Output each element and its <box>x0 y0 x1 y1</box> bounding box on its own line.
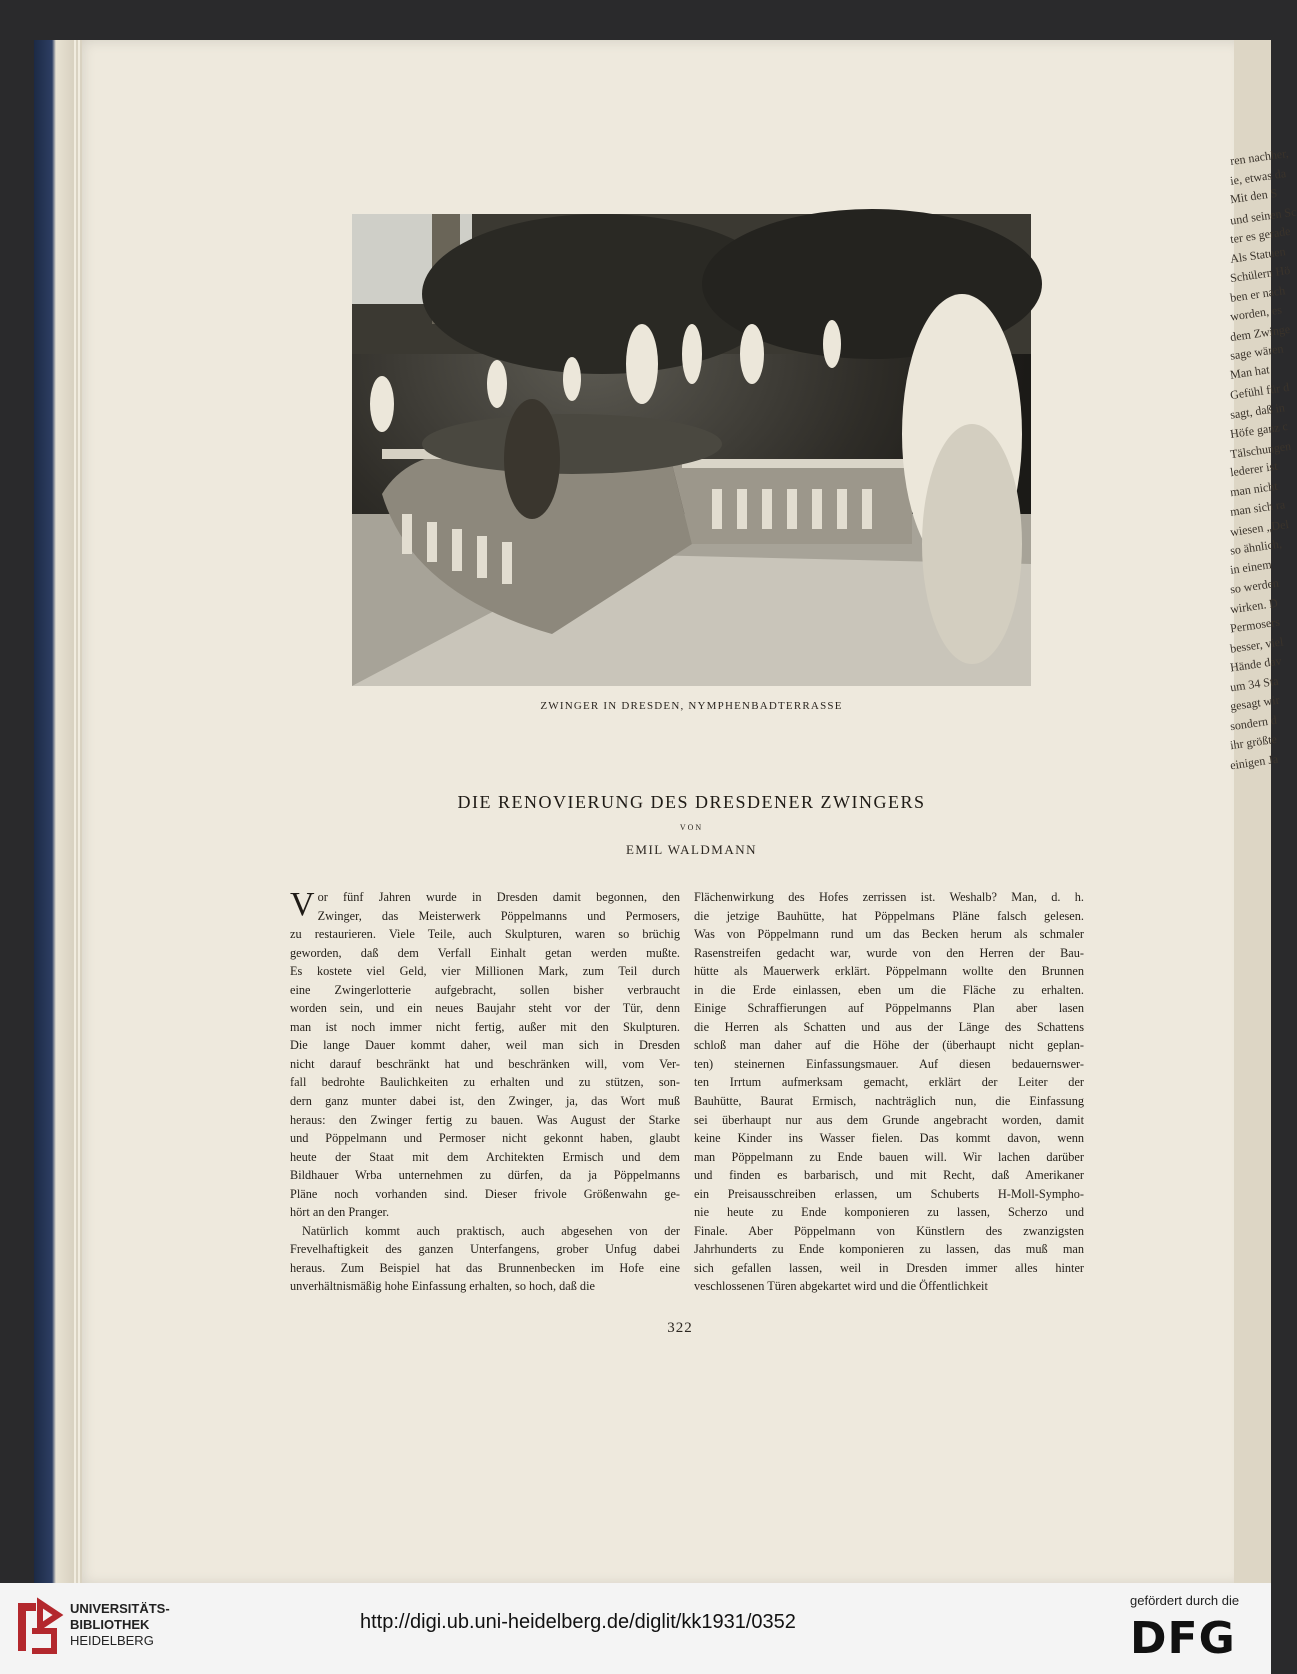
book-spine-edge <box>34 40 74 1600</box>
photo-caption: ZWINGER IN DRESDEN, NYMPHENBADTERRASSE <box>540 700 843 712</box>
text-line: die Herren als Schatten und aus der Länge des Schattens <box>694 1019 1084 1034</box>
text-line: hütte als Mauerwerk erklärt. Pöppelmann wollte den Brunnen <box>694 964 1084 979</box>
text-line: sich gefallen lassen, weil in Dresden immer alles hinter <box>694 1260 1084 1275</box>
next-page-text-fragment: und seinen Sc <box>1229 203 1297 228</box>
text-line: Die lange Dauer kommt daher, weil man sich in Dresden <box>290 1038 680 1053</box>
text-line: keine Kinder ins Wasser fielen. Das kommt davon, wenn <box>694 1131 1084 1146</box>
next-page-text-fragment: einigen Ja <box>1229 751 1279 772</box>
next-page-text-fragment: ben er nach <box>1229 282 1286 305</box>
next-page-text-fragment: Als Statuen <box>1229 243 1287 266</box>
text-line: Jahrhunderts zu Ende komponieren zu lassen, das muß man <box>694 1242 1084 1257</box>
next-page-text-fragment: dem Zwinge <box>1229 321 1291 344</box>
photo-illustration <box>352 214 1031 686</box>
text-line: or fünf Jahren wurde in Dresden damit begonnen, den <box>317 890 680 904</box>
text-line: geworden, daß dem Verfall Einhalt getan werden mußte. <box>290 945 680 960</box>
text-line: Flächenwirkung des Hofes zerrissen ist. Weshalb? Man, d. h. <box>694 890 1084 904</box>
text-line: nicht darauf beschränkt hat und beschränken will, vom Ver- <box>290 1056 680 1071</box>
next-page-text-fragment: sondern d <box>1229 712 1278 733</box>
library-name-line2: BIBLIOTHEK <box>70 1617 150 1632</box>
zwinger-photograph <box>352 214 1031 686</box>
next-page-text-fragment: worden, es <box>1229 302 1283 324</box>
text-line: hört an den Pranger. <box>290 1205 390 1220</box>
dfg-logo: DFG <box>1130 1613 1236 1664</box>
next-page-text-fragment: Man hat <box>1229 361 1271 382</box>
text-line: eine Zwingerlotterie aufgebracht, sollen bisher verbraucht <box>290 982 680 997</box>
next-page-text-fragment: man sich ra <box>1229 497 1286 519</box>
page-number: 322 <box>667 1320 693 1336</box>
text-line: Frevelhaftigkeit des ganzen Unterfangens, grober Unfug dabei <box>290 1242 680 1257</box>
next-page-strip <box>1229 40 1297 1585</box>
text-line: ten) steinernen Einfassungsmauer. Auf diesen bedauernswer- <box>694 1056 1084 1071</box>
text-line: Pläne noch vorhanden sind. Dieser frivole Größenwahn ge- <box>290 1186 680 1201</box>
next-page-text-fragment: sage wären <box>1229 341 1285 363</box>
text-line: die jetzige Bauhütte, hat Pöppelmans Pläne falsch gelesen. <box>694 908 1084 923</box>
text-line: heraus. Zum Beispiel hat das Brunnenbecken im Hofe eine <box>290 1260 680 1275</box>
article-author: EMIL WALDMANN <box>625 842 758 857</box>
text-line: ten Irrtum aufmerksam gemacht, erklärt der Leiter der <box>694 1075 1084 1090</box>
digitization-footer <box>0 1583 1271 1674</box>
funding-label: gefördert durch die <box>1130 1593 1240 1608</box>
text-line: Finale. Aber Pöppelmann von Künstlern des zwanzigsten <box>694 1223 1084 1238</box>
library-name-line1: UNIVERSITÄTS- <box>70 1601 170 1616</box>
text-line: fall bedrohte Baulichkeiten zu erhalten und zu stützen, son- <box>290 1075 680 1090</box>
text-line: veschlossenen Türen abgekartet wird und die Öffentlichkeit <box>694 1279 988 1294</box>
text-line: man Pöppelmann zu Ende bauen will. Wir lachen darüber <box>694 1149 1084 1164</box>
next-page-text-fragment: so ähnlich, <box>1229 536 1283 558</box>
university-library-logo-icon <box>14 1597 62 1657</box>
next-page-text-fragment: man nicht <box>1229 478 1279 499</box>
text-line: sei überhaupt nur aus dem Grunde angebracht worden, damit <box>694 1112 1084 1127</box>
text-line: Bildhauer Wrba unternehmen zu dürfen, da ja Pöppelmanns <box>290 1168 680 1183</box>
next-page-text-fragment: ihr größte <box>1229 731 1278 753</box>
next-page-text-fragment: wirken. D <box>1229 595 1279 616</box>
text-line: und Pöppelmann und Permoser nicht gekonnt haben, glaubt <box>290 1131 680 1146</box>
byline-von: VON <box>679 823 704 832</box>
permalink-url[interactable]: http://digi.ub.uni-heidelberg.de/diglit/kk1931/0352 <box>360 1611 796 1633</box>
next-page-text-fragment: Hände dav <box>1229 653 1283 675</box>
next-page-text-fragment: Tälschungen <box>1229 438 1292 461</box>
page-stack-edges <box>72 40 82 1585</box>
article-title: DIE RENOVIERUNG DES DRESDENER ZWINGERS <box>457 792 926 812</box>
next-page-text-fragment: Mit den S <box>1229 185 1279 207</box>
next-page-text-fragment: lederer ist <box>1229 458 1279 480</box>
text-line: Bauhütte, Baurat Ermisch, nachträglich nun, die Einfassung <box>694 1094 1084 1109</box>
text-column-left <box>290 888 680 1296</box>
next-page-text-fragment: Gefühl für d <box>1229 379 1290 403</box>
drop-cap: V <box>290 886 315 923</box>
text-line: Zwinger, das Meisterwerk Pöppelmanns und Permosers, <box>317 908 680 923</box>
text-column-right <box>694 888 1084 1296</box>
text-line: Es kostete viel Geld, vier Millionen Mark, zum Teil durch <box>290 964 680 979</box>
text-line: heute der Staat mit dem Architekten Ermisch und dem <box>290 1149 680 1164</box>
text-line: unverhältnismäßig hohe Einfassung erhalten, so hoch, daß die <box>290 1279 595 1294</box>
library-name-line3: HEIDELBERG <box>70 1633 154 1648</box>
next-page-text-fragment: Permosers <box>1229 614 1281 636</box>
text-line: ein Preisausschreiben erlassen, um Schuberts H-Moll-Sympho- <box>694 1186 1084 1201</box>
text-line: man ist noch immer nicht fertig, außer mit den Skulpturen. <box>290 1019 680 1034</box>
text-line: Was von Pöppelmann rund um das Becken herum als schmaler <box>694 927 1084 942</box>
text-line: Rasenstreifen gedacht war, wurde von den Herren der Bau- <box>694 945 1084 960</box>
next-page-text-fragment: ie, etwas da <box>1229 165 1287 188</box>
text-line: nie heute zu Ende komponieren zu lassen, Scherzo und <box>694 1205 1084 1220</box>
text-line: dern ganz munter dabei ist, den Zwinger, ja, das Wort muß <box>290 1094 680 1109</box>
next-page-text-fragment: besser, viel <box>1229 633 1285 656</box>
text-line: heraus: den Zwinger fertig zu bauen. Was August der Starke <box>290 1112 680 1127</box>
next-page-text-fragment: Schülern Hö <box>1229 262 1291 286</box>
text-line: Einige Schraffierungen auf Pöppelmanns Plan aber lasen <box>694 1001 1084 1016</box>
text-line: in die Erde einlassen, eben um die Fläche zu erhalten. <box>694 982 1084 997</box>
text-line: Natürlich kommt auch praktisch, auch abgesehen von der <box>302 1223 680 1238</box>
next-page-text-fragment: so werden <box>1229 575 1280 597</box>
next-page-text-fragment: wiesen „Del <box>1229 516 1290 539</box>
next-page-text-fragment: gesagt wir <box>1229 692 1281 714</box>
text-line: und finden es barbarisch, und mit Recht, daß Amerikaner <box>694 1168 1084 1183</box>
next-page-text-fragment: sagt, daß in <box>1229 399 1286 422</box>
text-line: worden sein, und ein neues Baujahr steht vor der Tür, denn <box>290 1001 680 1016</box>
text-line: schloß man daher auf die Höhe der (überhaupt nicht geplan- <box>694 1038 1084 1053</box>
next-page-text-fragment: ren nachher, <box>1229 145 1290 169</box>
next-page-text-fragment: um 34 Sta <box>1229 673 1280 694</box>
next-page-text-fragment: ter es gerade <box>1229 223 1292 247</box>
text-line: zu restaurieren. Viele Teile, auch Skulpturen, waren so brüchig <box>290 927 680 942</box>
next-page-text-fragment: Höfe ganz c <box>1229 419 1289 441</box>
next-page-text-fragment: in einem <box>1229 556 1273 577</box>
library-name <box>70 1601 170 1649</box>
